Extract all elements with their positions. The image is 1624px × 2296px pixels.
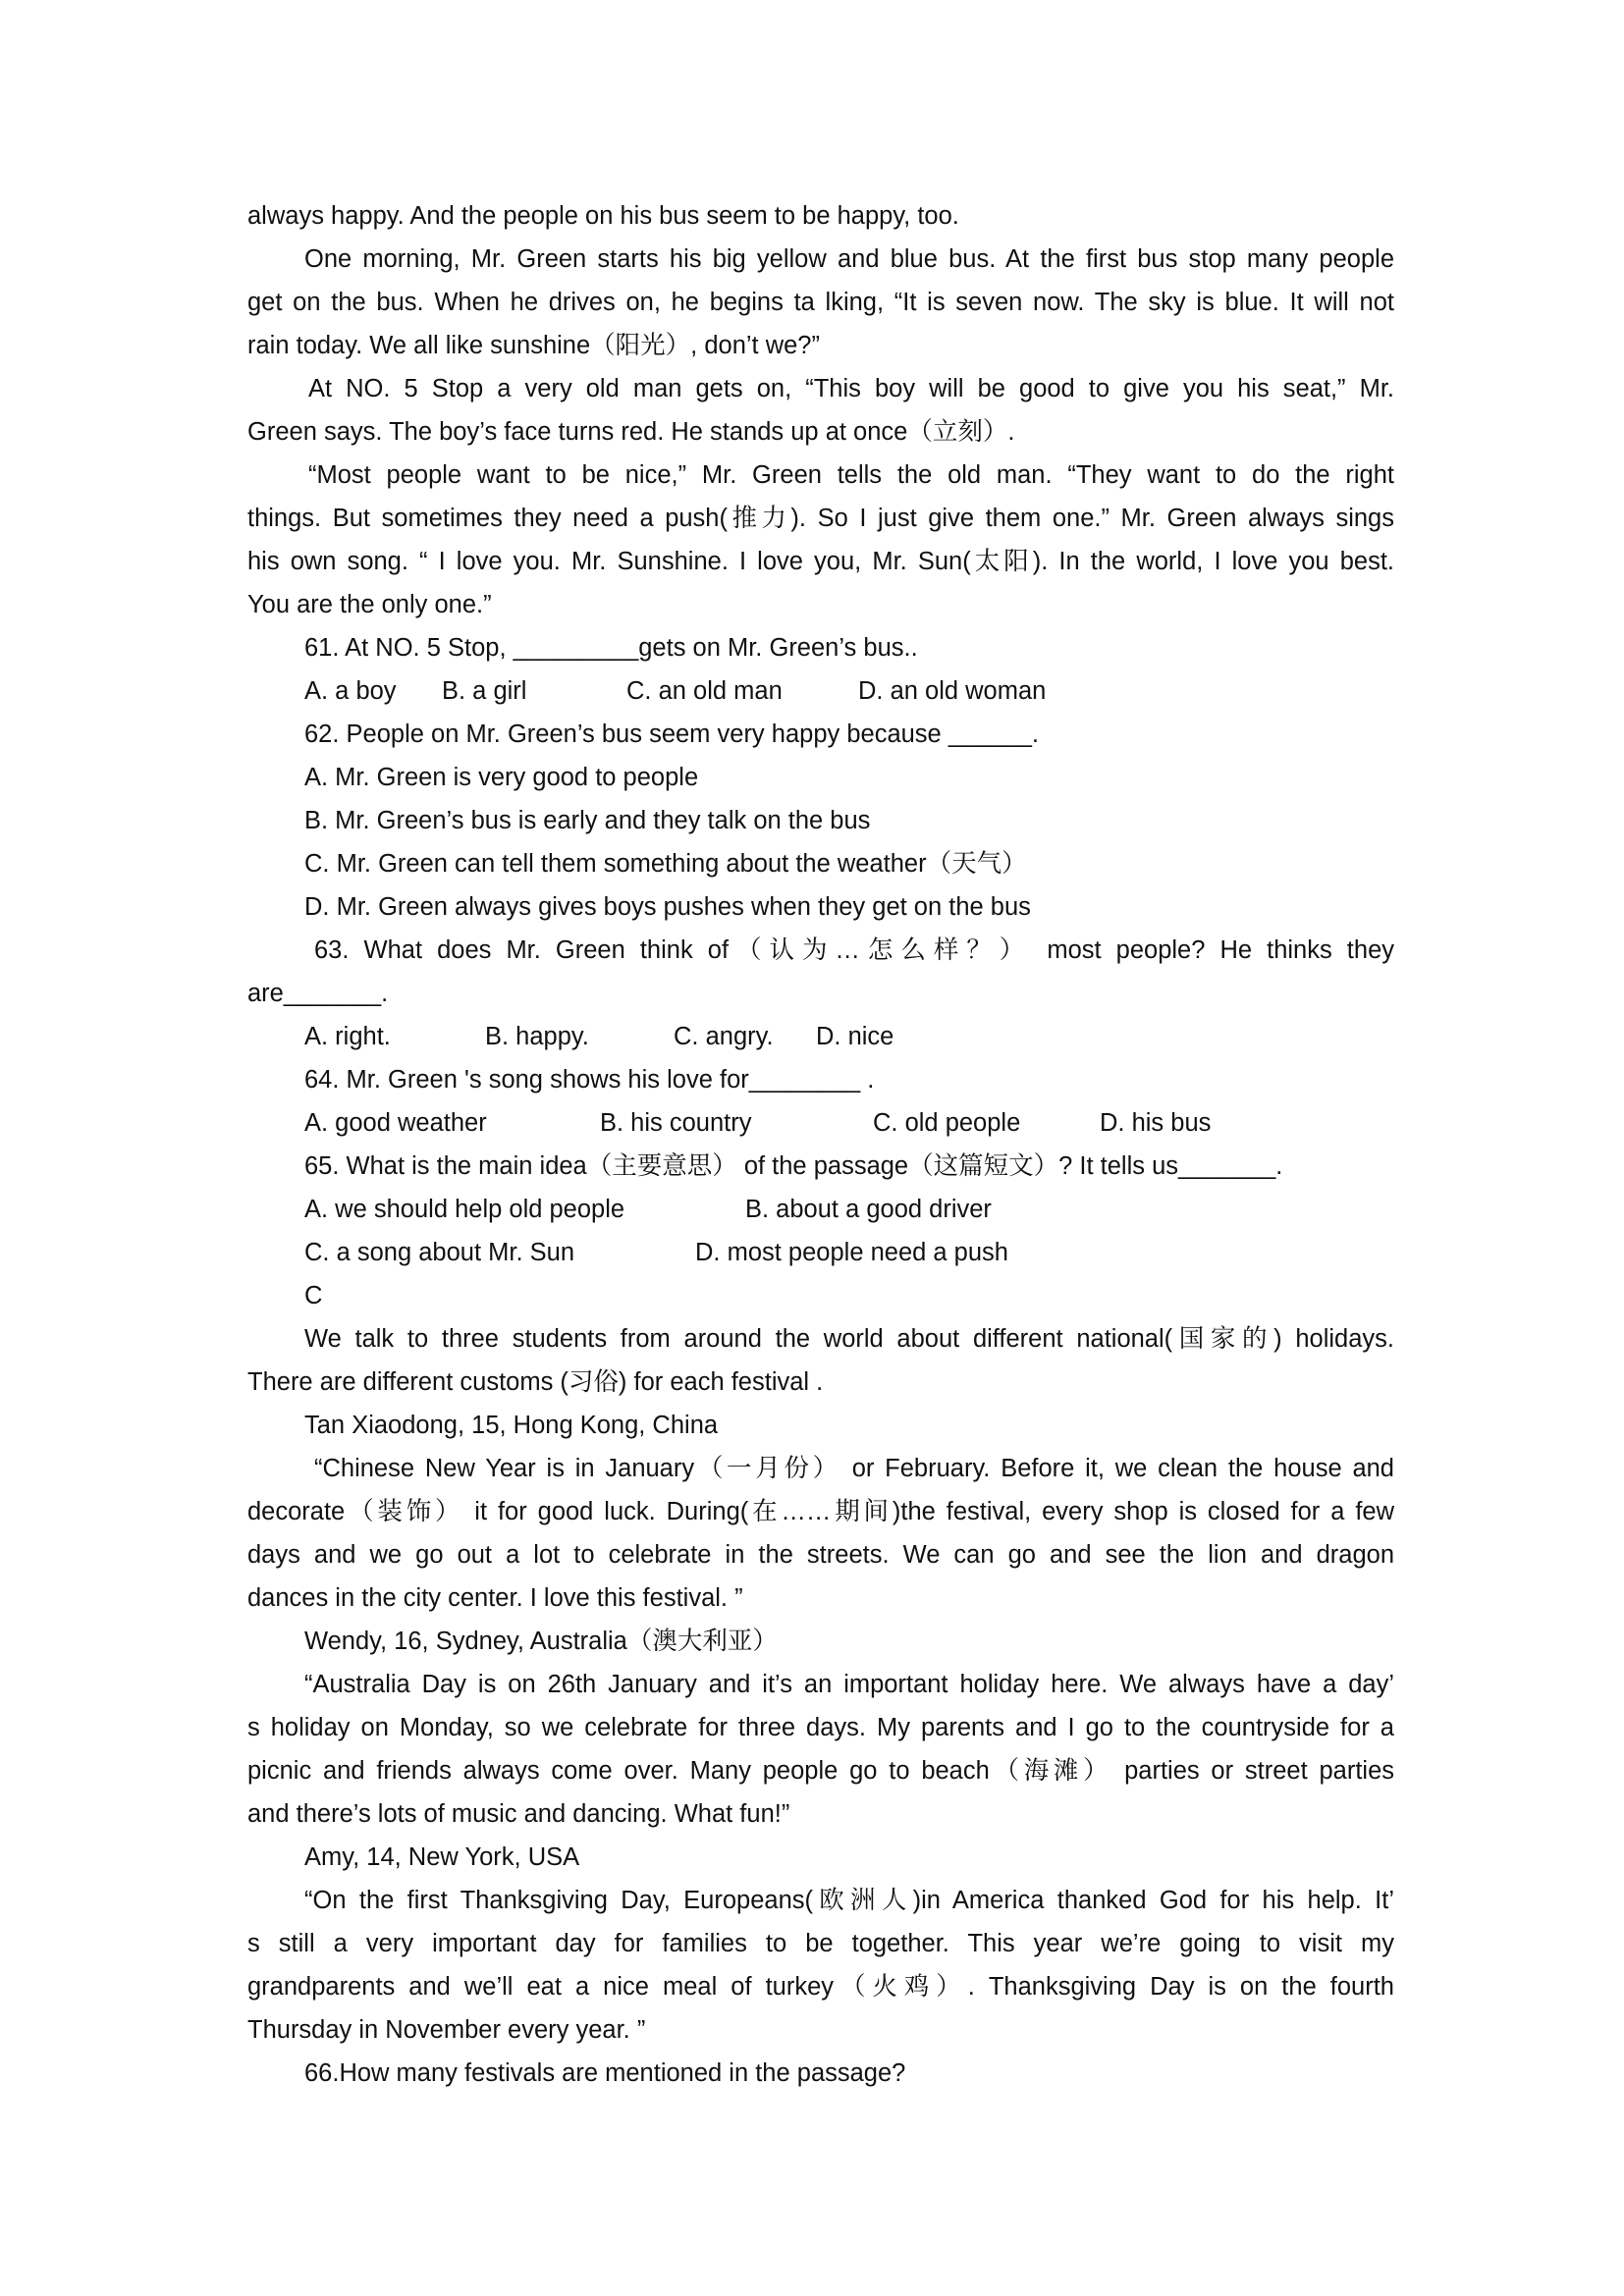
option: C. old people bbox=[873, 1109, 1021, 1137]
text-line: rain today. We all like sunshine（阳光）, don’t we?” bbox=[247, 332, 820, 359]
option: B. a girl bbox=[442, 677, 527, 705]
text-line: “On the first Thanksgiving Day, Europeans(欧洲人)in America thanked God for his help. It’ bbox=[304, 1887, 1394, 1914]
option: D. his bus bbox=[1100, 1109, 1212, 1137]
option: C. an old man bbox=[626, 677, 783, 705]
speaker-heading: Wendy, 16, Sydney, Australia（澳大利亚） bbox=[304, 1628, 778, 1655]
question-65: 65. What is the main idea（主要意思） of the passage（这篇短文）? It tells us_______. bbox=[304, 1152, 1283, 1180]
option: A. good weather bbox=[304, 1109, 487, 1137]
text-line: One morning, Mr. Green starts his big yellow and blue bus. At the first bus stop many people bbox=[304, 245, 1394, 273]
option: B. about a good driver bbox=[745, 1196, 992, 1223]
text-line: We talk to three students from around the world about different national(国家的) holidays. bbox=[304, 1325, 1394, 1353]
text-line: grandparents and we’ll eat a nice meal of turkey（火鸡）. Thanksgiving Day is on the fourth bbox=[247, 1973, 1394, 2001]
text-line: There are different customs (习俗) for each festival . bbox=[247, 1368, 824, 1396]
option: B. Mr. Green’s bus is early and they talk on the bus bbox=[304, 807, 871, 834]
text-line: always happy. And the people on his bus seem to be happy, too. bbox=[247, 202, 959, 230]
question-61: 61. At NO. 5 Stop, _________gets on Mr. Green’s bus.. bbox=[304, 634, 918, 662]
question-63-options bbox=[247, 1015, 1394, 1058]
text-line: At NO. 5 Stop a very old man gets on, “This boy will be good to give you his seat,” Mr. bbox=[308, 375, 1394, 402]
question-65-options bbox=[247, 1231, 1394, 1274]
text-line: s still a very important day for families to be together. This year we’re going to visit my bbox=[247, 1930, 1394, 1957]
option: C. angry. bbox=[674, 1023, 774, 1050]
text-line: You are the only one.” bbox=[247, 591, 492, 618]
text-line: things. But sometimes they need a push(推力). So I just give them one.” Mr. Green always sings bbox=[247, 505, 1394, 532]
text-line: days and we go out a lot to celebrate in the streets. We can go and see the lion and dragon bbox=[247, 1541, 1394, 1569]
text-line: and there’s lots of music and dancing. What fun!” bbox=[247, 1800, 790, 1828]
speaker-heading: Tan Xiaodong, 15, Hong Kong, China bbox=[304, 1412, 719, 1439]
option: A. we should help old people bbox=[304, 1196, 625, 1223]
question-64: 64. Mr. Green 's song shows his love for________ . bbox=[304, 1066, 875, 1094]
text-line: dances in the city center. I love this festival. ” bbox=[247, 1584, 743, 1612]
text-line: decorate（装饰） it for good luck. During(在……期间)the festival, every shop is closed for a few bbox=[247, 1498, 1394, 1525]
text-line: Thursday in November every year. ” bbox=[247, 2016, 646, 2044]
option: C. Mr. Green can tell them something about the weather（天气） bbox=[304, 850, 1027, 878]
option: D. Mr. Green always gives boys pushes when they get on the bus bbox=[304, 893, 1031, 921]
option: D. an old woman bbox=[858, 677, 1047, 705]
option: D. most people need a push bbox=[695, 1239, 1008, 1266]
question-63: 63. What does Mr. Green think of（认为…怎么样？） most people? He thinks they bbox=[314, 936, 1394, 964]
text-line: s holiday on Monday, so we celebrate for three days. My parents and I go to the countryside for a bbox=[247, 1714, 1394, 1741]
speaker-heading: Amy, 14, New York, USA bbox=[304, 1843, 580, 1871]
option: A. Mr. Green is very good to people bbox=[304, 764, 699, 791]
text-line: “Chinese New Year is in January（一月份） or February. Before it, we clean the house and bbox=[314, 1455, 1394, 1482]
option: C. a song about Mr. Sun bbox=[304, 1239, 574, 1266]
text-line: picnic and friends always come over. Many people go to beach（海滩） parties or street parties bbox=[247, 1757, 1394, 1785]
question-66: 66.How many festivals are mentioned in the passage? bbox=[304, 2059, 906, 2087]
question-62: 62. People on Mr. Green’s bus seem very happy because ______. bbox=[304, 721, 1040, 748]
text-line: his own song. “ I love you. Mr. Sunshine. I love you, Mr. Sun(太阳). In the world, I love you best. bbox=[247, 548, 1394, 575]
text-line: are_______. bbox=[247, 980, 389, 1007]
text-line: Green says. The boy’s face turns red. He stands up at once（立刻）. bbox=[247, 418, 1015, 446]
question-61-options bbox=[247, 669, 1394, 713]
option: B. happy. bbox=[485, 1023, 589, 1050]
text-line: “Australia Day is on 26th January and it’s an important holiday here. We always have a day’ bbox=[304, 1671, 1394, 1698]
question-65-options bbox=[247, 1188, 1394, 1231]
option: A. right. bbox=[304, 1023, 391, 1050]
question-64-options bbox=[247, 1101, 1394, 1145]
option: D. nice bbox=[816, 1023, 894, 1050]
text-line: get on the bus. When he drives on, he begins ta lking, “It is seven now. The sky is blue. It will not bbox=[247, 289, 1394, 316]
option: A. a boy bbox=[304, 677, 397, 705]
section-heading: C bbox=[304, 1282, 323, 1309]
text-line: “Most people want to be nice,” Mr. Green tells the old man. “They want to do the right bbox=[308, 461, 1394, 489]
option: B. his country bbox=[600, 1109, 752, 1137]
document-page bbox=[247, 194, 1394, 2095]
